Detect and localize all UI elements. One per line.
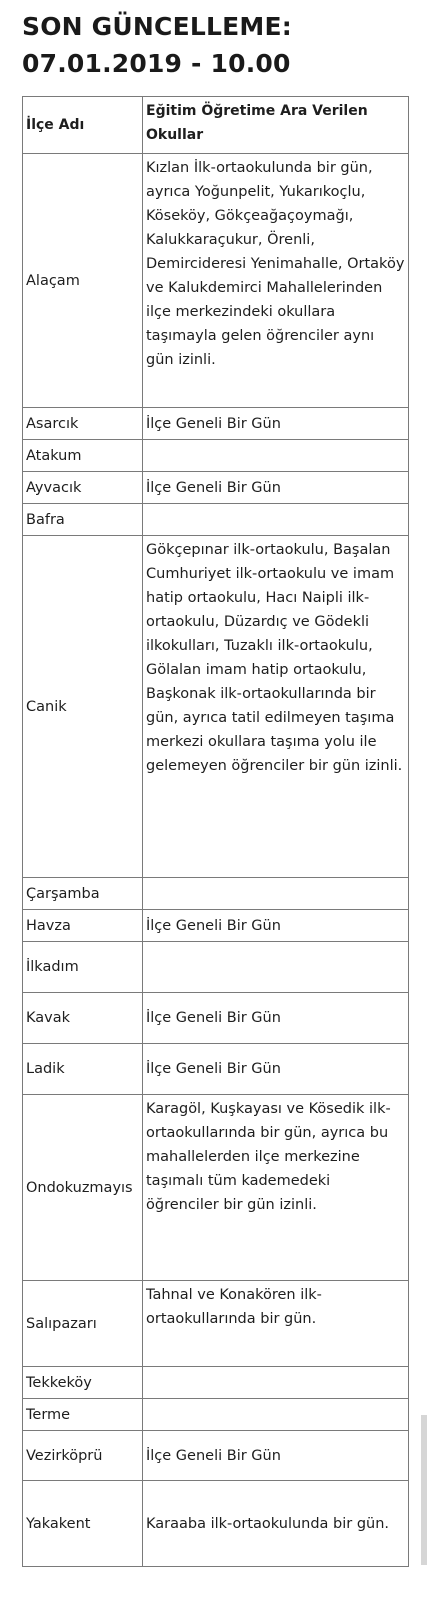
- info-cell: İlçe Geneli Bir Gün: [143, 1431, 409, 1481]
- district-cell: Havza: [23, 910, 143, 942]
- district-cell: İlkadım: [23, 942, 143, 993]
- info-cell: [143, 1399, 409, 1431]
- info-cell: İlçe Geneli Bir Gün: [143, 408, 409, 440]
- info-cell: Tahnal ve Konakören ilk-ortaokullarında bir gün.: [143, 1281, 409, 1367]
- info-cell: [143, 1367, 409, 1399]
- heading-timestamp: 07.01.2019 - 10.00: [22, 49, 291, 78]
- info-cell: Karagöl, Kuşkayası ve Kösedik ilk-ortaokullarında bir gün, ayrıca bu mahallelerden ilçe merkezine taşımalı tüm kademedeki öğrenciler bir gün izinli.: [143, 1095, 409, 1281]
- district-cell: Vezirköprü: [23, 1431, 143, 1481]
- district-cell: Salıpazarı: [23, 1281, 143, 1367]
- info-cell: [143, 440, 409, 472]
- info-cell: İlçe Geneli Bir Gün: [143, 1044, 409, 1095]
- table-row: [23, 910, 409, 942]
- table-row: [23, 504, 409, 536]
- table-row: [23, 1481, 409, 1567]
- district-cell: Ondokuzmayıs: [23, 1095, 143, 1281]
- district-cell: Tekkeköy: [23, 1367, 143, 1399]
- district-cell: Asarcık: [23, 408, 143, 440]
- table-row: [23, 1095, 409, 1281]
- district-cell: Bafra: [23, 504, 143, 536]
- info-cell: İlçe Geneli Bir Gün: [143, 472, 409, 504]
- district-cell: Ayvacık: [23, 472, 143, 504]
- district-cell: Yakakent: [23, 1481, 143, 1567]
- info-cell: Gökçepınar ilk-ortaokulu, Başalan Cumhuriyet ilk-ortaokulu ve imam hatip ortaokulu, Hacı Naipli ilk-ortaokulu, Düzardıç ve Gödekli ilkokulları, Tuzaklı ilk-ortaokulu, Gölalan imam hatip ortaokulu, Başkonak ilk-ortaokullarında bir gün, ayrıca tatil edilmeyen taşıma merkezi okullara taşıma yolu ile gelemeyen öğrenciler bir gün izinli.: [143, 536, 409, 878]
- district-cell: Terme: [23, 1399, 143, 1431]
- table-row: [23, 878, 409, 910]
- district-cell: Atakum: [23, 440, 143, 472]
- info-cell: [143, 942, 409, 993]
- page-heading: [22, 8, 292, 82]
- closure-table: [22, 96, 409, 1567]
- scrollbar-track: [421, 1415, 427, 1565]
- table-row: [23, 154, 409, 408]
- table-row: [23, 1399, 409, 1431]
- table-row: [23, 1281, 409, 1367]
- table-header-row: [23, 97, 409, 154]
- info-cell: İlçe Geneli Bir Gün: [143, 993, 409, 1044]
- info-cell: Kızlan İlk-ortaokulunda bir gün, ayrıca Yoğunpelit, Yukarıkoçlu, Köseköy, Gökçeağaçoymağı, Kalukkaraçukur, Örenli, Demircideresi Yenimahalle, Ortaköy ve Kalukdemirci Mahallelerinden ilçe merkezindeki okullara taşımayla gelen öğrenciler aynı gün izinli.: [143, 154, 409, 408]
- table-row: [23, 1044, 409, 1095]
- table-row: [23, 942, 409, 993]
- column-header-district: İlçe Adı: [23, 97, 143, 154]
- info-cell: [143, 878, 409, 910]
- table-row: [23, 408, 409, 440]
- table-row: [23, 993, 409, 1044]
- table-row: [23, 440, 409, 472]
- info-cell: [143, 504, 409, 536]
- heading-title: SON GÜNCELLEME:: [22, 12, 292, 41]
- district-cell: Canik: [23, 536, 143, 878]
- district-cell: Ladik: [23, 1044, 143, 1095]
- district-cell: Alaçam: [23, 154, 143, 408]
- district-cell: Kavak: [23, 993, 143, 1044]
- table-row: [23, 536, 409, 878]
- district-cell: Çarşamba: [23, 878, 143, 910]
- table-row: [23, 472, 409, 504]
- table-row: [23, 1367, 409, 1399]
- info-cell: İlçe Geneli Bir Gün: [143, 910, 409, 942]
- table-row: [23, 1431, 409, 1481]
- info-cell: Karaaba ilk-ortaokulunda bir gün.: [143, 1481, 409, 1567]
- column-header-schools: Eğitim Öğretime Ara Verilen Okullar: [143, 97, 409, 154]
